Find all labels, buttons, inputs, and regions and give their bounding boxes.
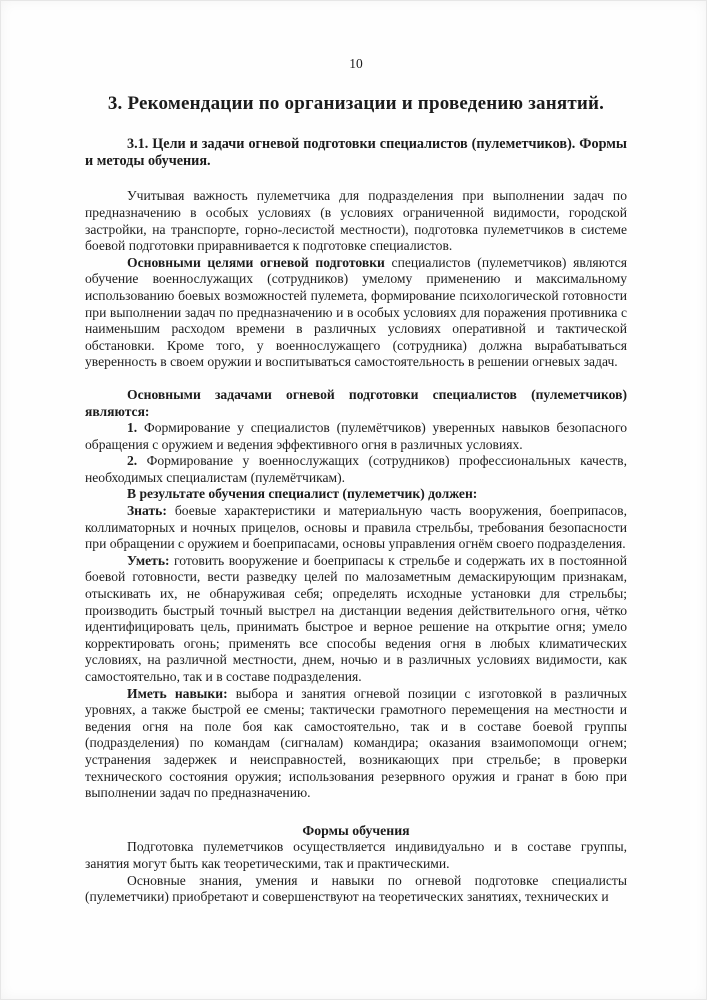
- paragraph-forms-2: [85, 873, 627, 906]
- forms-of-training-heading: Формы обучения: [302, 822, 410, 838]
- list-item-1: [85, 420, 627, 453]
- paragraph-text: Формирование у специалистов (пулемётчиков) уверенных навыков безопасного обращения с оружием и ведения эффективного огня в различных условиях.: [85, 420, 627, 452]
- paragraph-lead: Знать:: [127, 503, 167, 519]
- list-number: 1.: [127, 420, 138, 436]
- paragraph-goals: [85, 255, 627, 371]
- paragraph-tasks-heading: [85, 387, 627, 420]
- paragraph-result: [85, 486, 627, 503]
- paragraph-lead: Основными задачами огневой подготовки специалистов (пулеметчиков) являются:: [85, 386, 627, 419]
- paragraph-lead: В результате обучения специалист (пулеметчик) должен:: [127, 486, 478, 502]
- paragraph-text: Основные знания, умения и навыки по огневой подготовке специалисты (пулеметчики) приобретают и совершенствуют на теоретических занятиях, технических и: [85, 872, 627, 905]
- page-number: 10: [349, 56, 363, 71]
- paragraph-know: [85, 503, 627, 553]
- paragraph-text: выбора и занятия огневой позиции с изготовкой в различных уровнях, а также быстрой ее смены; тактически грамотного перемещения на местности и ведения огня на поле боя как самостоятельно, так и в составе боевой группы (подразделения) по командам (сигналам) командира; оказания взаимопомощи огнем; устранения задержек и неисправностей, возникающих при стрельбе; в проверки технического состояния оружия; использования резервного оружия и гранат в бою при выполнении задач по предназначению.: [85, 685, 627, 801]
- paragraph-able: [85, 553, 627, 686]
- list-item-2: [85, 453, 627, 486]
- paragraph-text: специалистов (пулеметчиков) являются обучение военнослужащих (сотрудников) умелому применению и максимальному использованию боевых возможностей пулемета, формирование психологической готовности при выполнении задач по предназначению и в особых условиях для поражения противника с наименьшим расходом времени в различных условиях оперативной и тактической обстановки. Кроме того, у военнослужащего (сотрудника) должна вырабатываться уверенность в своем оружии и воспитываться самостоятельность в решении огневых задач.: [85, 254, 627, 370]
- list-number: 2.: [127, 453, 138, 469]
- paragraph-lead: Основными целями огневой подготовки: [127, 254, 385, 270]
- paragraph-lead: Иметь навыки:: [127, 685, 228, 701]
- paragraph-text: Формирование у военнослужащих (сотрудников) профессиональных качеств, необходимых специалистам (пулемётчикам).: [85, 453, 627, 485]
- paragraph-skills: [85, 686, 627, 802]
- paragraph-text: боевые характеристики и материальную часть вооружения, боеприпасов, коллиматорных и ночных прицелов, основы и правила стрельбы, требования безопасности при обращении с оружием и боеприпасами, основы управления огнём своего подразделения.: [85, 503, 627, 552]
- section-heading: 3. Рекомендации по организации и проведению занятий.: [107, 93, 605, 114]
- subsection-heading: 3.1. Цели и задачи огневой подготовки специалистов (пулеметчиков). Формы и методы обучения.: [85, 135, 627, 170]
- paragraph-intro: [85, 188, 627, 254]
- paragraph-forms-1: [85, 839, 627, 872]
- paragraph-text: готовить вооружение и боеприпасы к стрельбе и содержать их в постоянной боевой готовности, вести разведку целей по малозаметным демаскирующим признакам, отыскивать их, не обнаруживая себя; определять исходные установки для стрельбы; производить быстрый точный выстрел на дистанции ведения действительного огня, чётко идентифицировать цель, принимать быстрое и верное решение на открытие огня; умело корректировать огонь; применять все способы ведения огня в любых климатических условиях, на различной местности, днем, ночью и в различных условиях видимости, как самостоятельно, так и в составе подразделения.: [85, 552, 627, 684]
- paragraph-text: Подготовка пулеметчиков осуществляется индивидуально и в составе группы, занятия могут быть как теоретическими, так и практическими.: [85, 839, 627, 871]
- paragraph-lead: Уметь:: [127, 552, 170, 568]
- paragraph-text: Учитывая важность пулеметчика для подразделения при выполнении задач по предназначению в особых условиях (в условиях ограниченной видимости, городской застройки, на транспорте, горно-лесистой местности), подготовка пулеметчиков в системе боевой подготовки приравнивается к подготовке специалистов.: [85, 188, 627, 254]
